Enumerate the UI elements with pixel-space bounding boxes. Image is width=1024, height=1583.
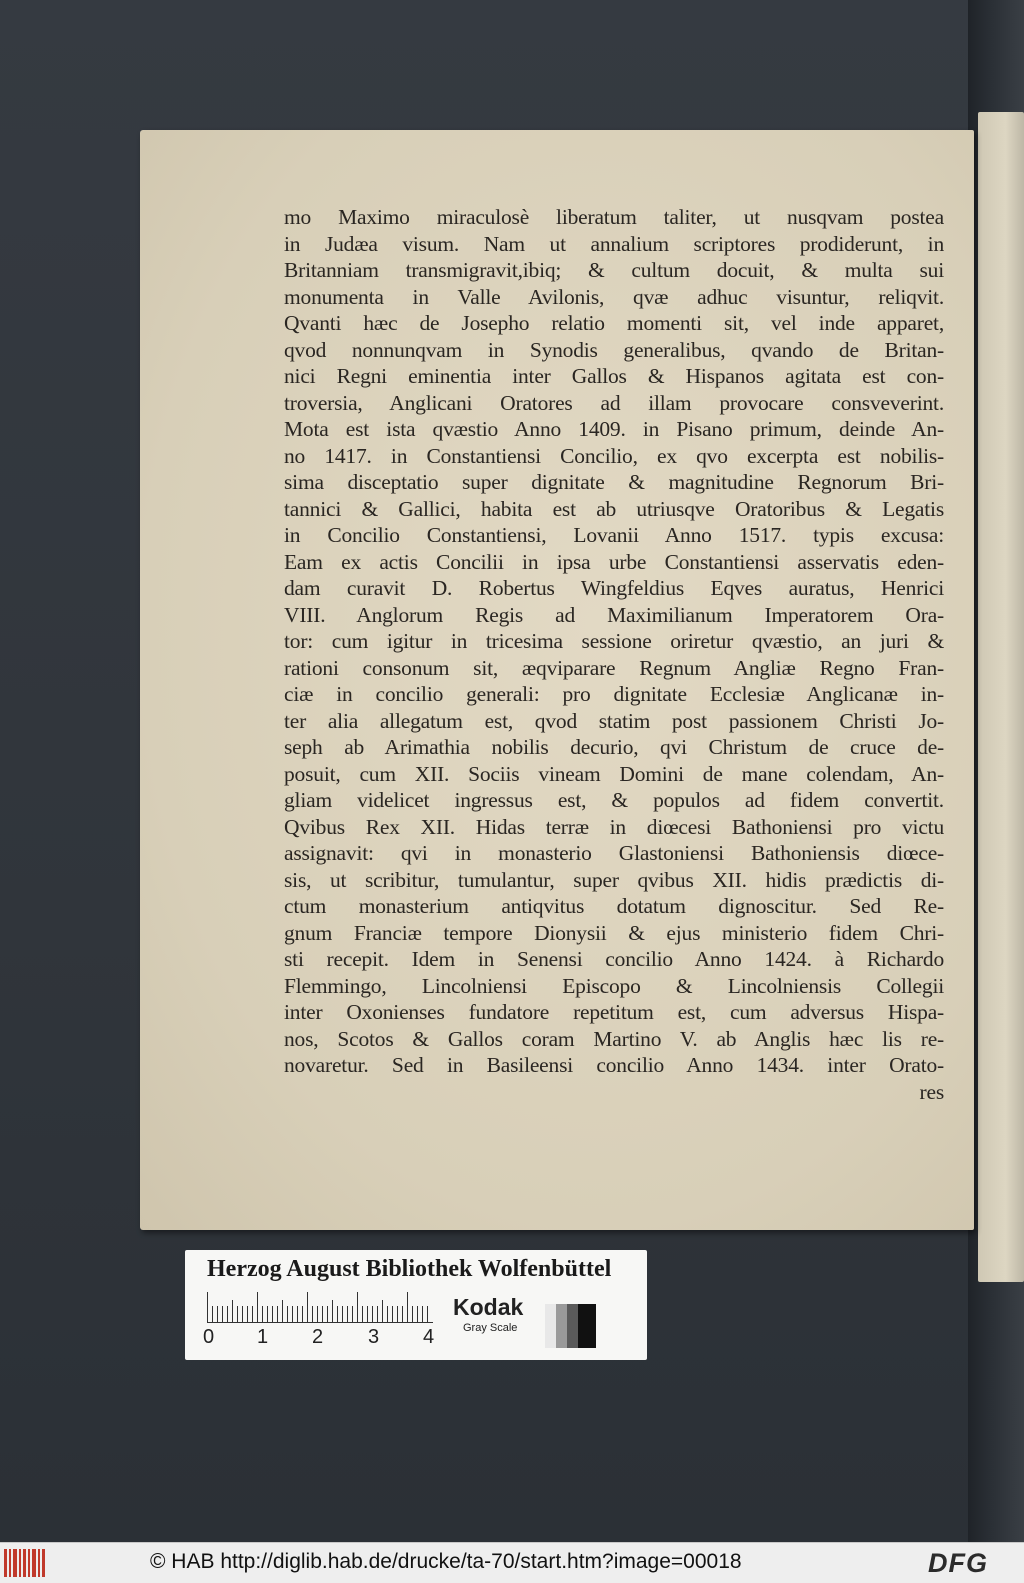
gray-swatch [567,1304,578,1348]
ruler-tick [307,1292,308,1322]
text-line: troversia, Anglicani Oratores ad illam provocare consveverint. [284,390,944,415]
ruler-tick [332,1300,333,1322]
text-line: sima disceptatio super dignitate & magnitudine Regnorum Bri- [284,470,944,494]
ruler-label-1: 1 [257,1326,269,1348]
text-line: qvod nonnunqvam in Synodis generalibus, qvando de Britan- [284,337,944,362]
ruler-tick [252,1306,253,1322]
ruler-tick [302,1306,303,1322]
text-line: nici Regni eminentia inter Gallos & Hispanos agitata est con- [284,364,944,388]
ruler-tick [322,1306,323,1322]
ruler-tick [352,1306,353,1322]
catchword: res [919,1079,944,1104]
ruler-tick [242,1306,243,1322]
text-line: gnum Franciæ tempore Dionysii & ejus ministerio fidem Chri- [284,920,944,945]
text-line: seph ab Arimathia nobilis decurio, qvi Christum de cruce de- [284,735,944,759]
viewer-footer [0,1542,1024,1583]
text-line: in Judæa visum. Nam ut annalium scriptores prodiderunt, in [284,231,944,256]
text-line: ciæ in concilio generali: pro dignitate Ecclesiæ Anglicanæ in- [284,682,944,706]
ruler-tick [262,1306,263,1322]
ruler-tick [327,1306,328,1322]
ruler-tick [217,1306,218,1322]
ruler-tick [367,1306,368,1322]
text-line: Mota est ista qvæstio Anno 1409. in Pisano primum, deinde An- [284,417,944,441]
text-line: posuit, cum XII. Sociis vineam Domini de mane colendam, An- [284,761,944,786]
ruler-tick [232,1300,233,1322]
ruler-tick [312,1306,313,1322]
text-line: Qvibus Rex XII. Hidas terræ in diœcesi Bathoniensi pro victu [284,814,944,839]
ruler-tick [377,1306,378,1322]
ruler-tick [347,1306,348,1322]
text-line: VIII. Anglorum Regis ad Maximilianum Imperatorem Ora- [284,602,944,627]
text-line: Qvanti hæc de Josepho relatio momenti sit, vel inde apparet, [284,311,944,335]
text-line: gliam videlicet ingressus est, & populos ad fidem convertit. [284,788,944,812]
ruler-tick [372,1306,373,1322]
text-line: Eam ex actis Concilii in ipsa urbe Constantiensi asservatis eden- [284,549,944,574]
text-line: tor: cum igitur in tricesima sessione oriretur qvæstio, an juri & [284,629,944,653]
gray-swatch [545,1304,556,1348]
ruler-label-2: 2 [312,1326,324,1348]
ruler-tick [382,1300,383,1322]
text-line: monumenta in Valle Avilonis, qvæ adhuc visuntur, reliqvit. [284,284,944,309]
text-line: Flemmingo, Lincolniensi Episcopo & Lincolniensis Collegii [284,973,944,998]
dfg-logo: DFG [928,1548,988,1578]
text-line: mo Maximo miraculosè liberatum taliter, ut nusqvam postea [284,205,944,229]
ruler-tick [277,1306,278,1322]
gray-scale-swatches [545,1304,597,1348]
text-line: assignavit: qvi in monasterio Glastoniensi Bathoniensis diœce- [284,841,944,865]
ruler-tick [337,1306,338,1322]
copyright-url[interactable]: © HAB http://diglib.hab.de/drucke/ta-70/start.htm?image=00018 [150,1550,742,1573]
gray-swatch [556,1304,567,1348]
ruler-tick [267,1306,268,1322]
text-line: rationi consonum sit, æqviparare Regnum Angliæ Regno Fran- [284,655,944,680]
text-line: inter Oxonienses fundatore repetitum est, cum adversus Hispa- [284,1000,944,1024]
color-calibration-card [185,1250,647,1360]
library-name: Herzog August Bibliothek Wolfenbüttel [207,1256,612,1282]
ruler-tick [427,1306,428,1322]
ruler-tick [357,1292,358,1322]
ruler-tick [387,1306,388,1322]
ruler-tick [272,1306,273,1322]
text-line: no 1417. in Constantiensi Concilio, ex qvo excerpta est nobilis- [284,443,944,468]
text-line: Britanniam transmigravit,ibiq; & cultum docuit, & multa sui [284,258,944,282]
text-line: tannici & Gallici, habita est ab utriusqve Oratoribus & Legatis [284,496,944,521]
ruler-tick [237,1306,238,1322]
ruler-tick [417,1306,418,1322]
ruler-tick [247,1306,248,1322]
ruler-tick [362,1306,363,1322]
ruler-label-0: 0 [203,1326,215,1348]
ruler-tick [397,1306,398,1322]
text-line: sti recepit. Idem in Senensi concilio Anno 1424. à Richardo [284,947,944,971]
ruler-tick [287,1306,288,1322]
text-line: in Concilio Constantiensi, Lovanii Anno 1517. typis excusa: [284,523,944,547]
ruler-tick [297,1306,298,1322]
page-text-block [284,204,944,1105]
text-line: ter alia allegatum est, qvod statim post passionem Christi Jo- [284,708,944,733]
kodak-logo: Kodak [453,1294,524,1320]
ruler-tick [282,1300,283,1322]
ruler-tick [342,1306,343,1322]
text-line: novaretur. Sed in Basileensi concilio Anno 1434. inter Orato- [284,1053,944,1077]
ruler-tick [222,1306,223,1322]
ruler-tick [207,1292,208,1322]
ruler-label-4: 4 [423,1326,435,1348]
ruler-tick [212,1306,213,1322]
ruler-tick [392,1306,393,1322]
ruler-tick [257,1292,258,1322]
ruler-tick [402,1306,403,1322]
gray-swatch [578,1304,596,1348]
ruler-label-3: 3 [368,1326,380,1348]
text-line: dam curavit D. Robertus Wingfeldius Eqves auratus, Henrici [284,576,944,600]
measurement-ruler [207,1292,433,1323]
ruler-tick [227,1306,228,1322]
text-line: ctum monasterium antiqvitus dotatum dignoscitur. Sed Re- [284,894,944,918]
text-line: sis, ut scribitur, tumulantur, super qvibus XII. hidis prædictis di- [284,867,944,892]
ruler-tick [317,1306,318,1322]
text-line: nos, Scotos & Gallos coram Martino V. ab Anglis hæc lis re- [284,1026,944,1051]
gray-scale-label: Gray Scale [463,1322,518,1334]
ruler-tick [412,1306,413,1322]
adjacent-page-edge [978,112,1024,1282]
ruler-tick [292,1306,293,1322]
barcode-icon [4,1549,48,1577]
ruler-tick [407,1292,408,1322]
ruler-tick [422,1306,423,1322]
